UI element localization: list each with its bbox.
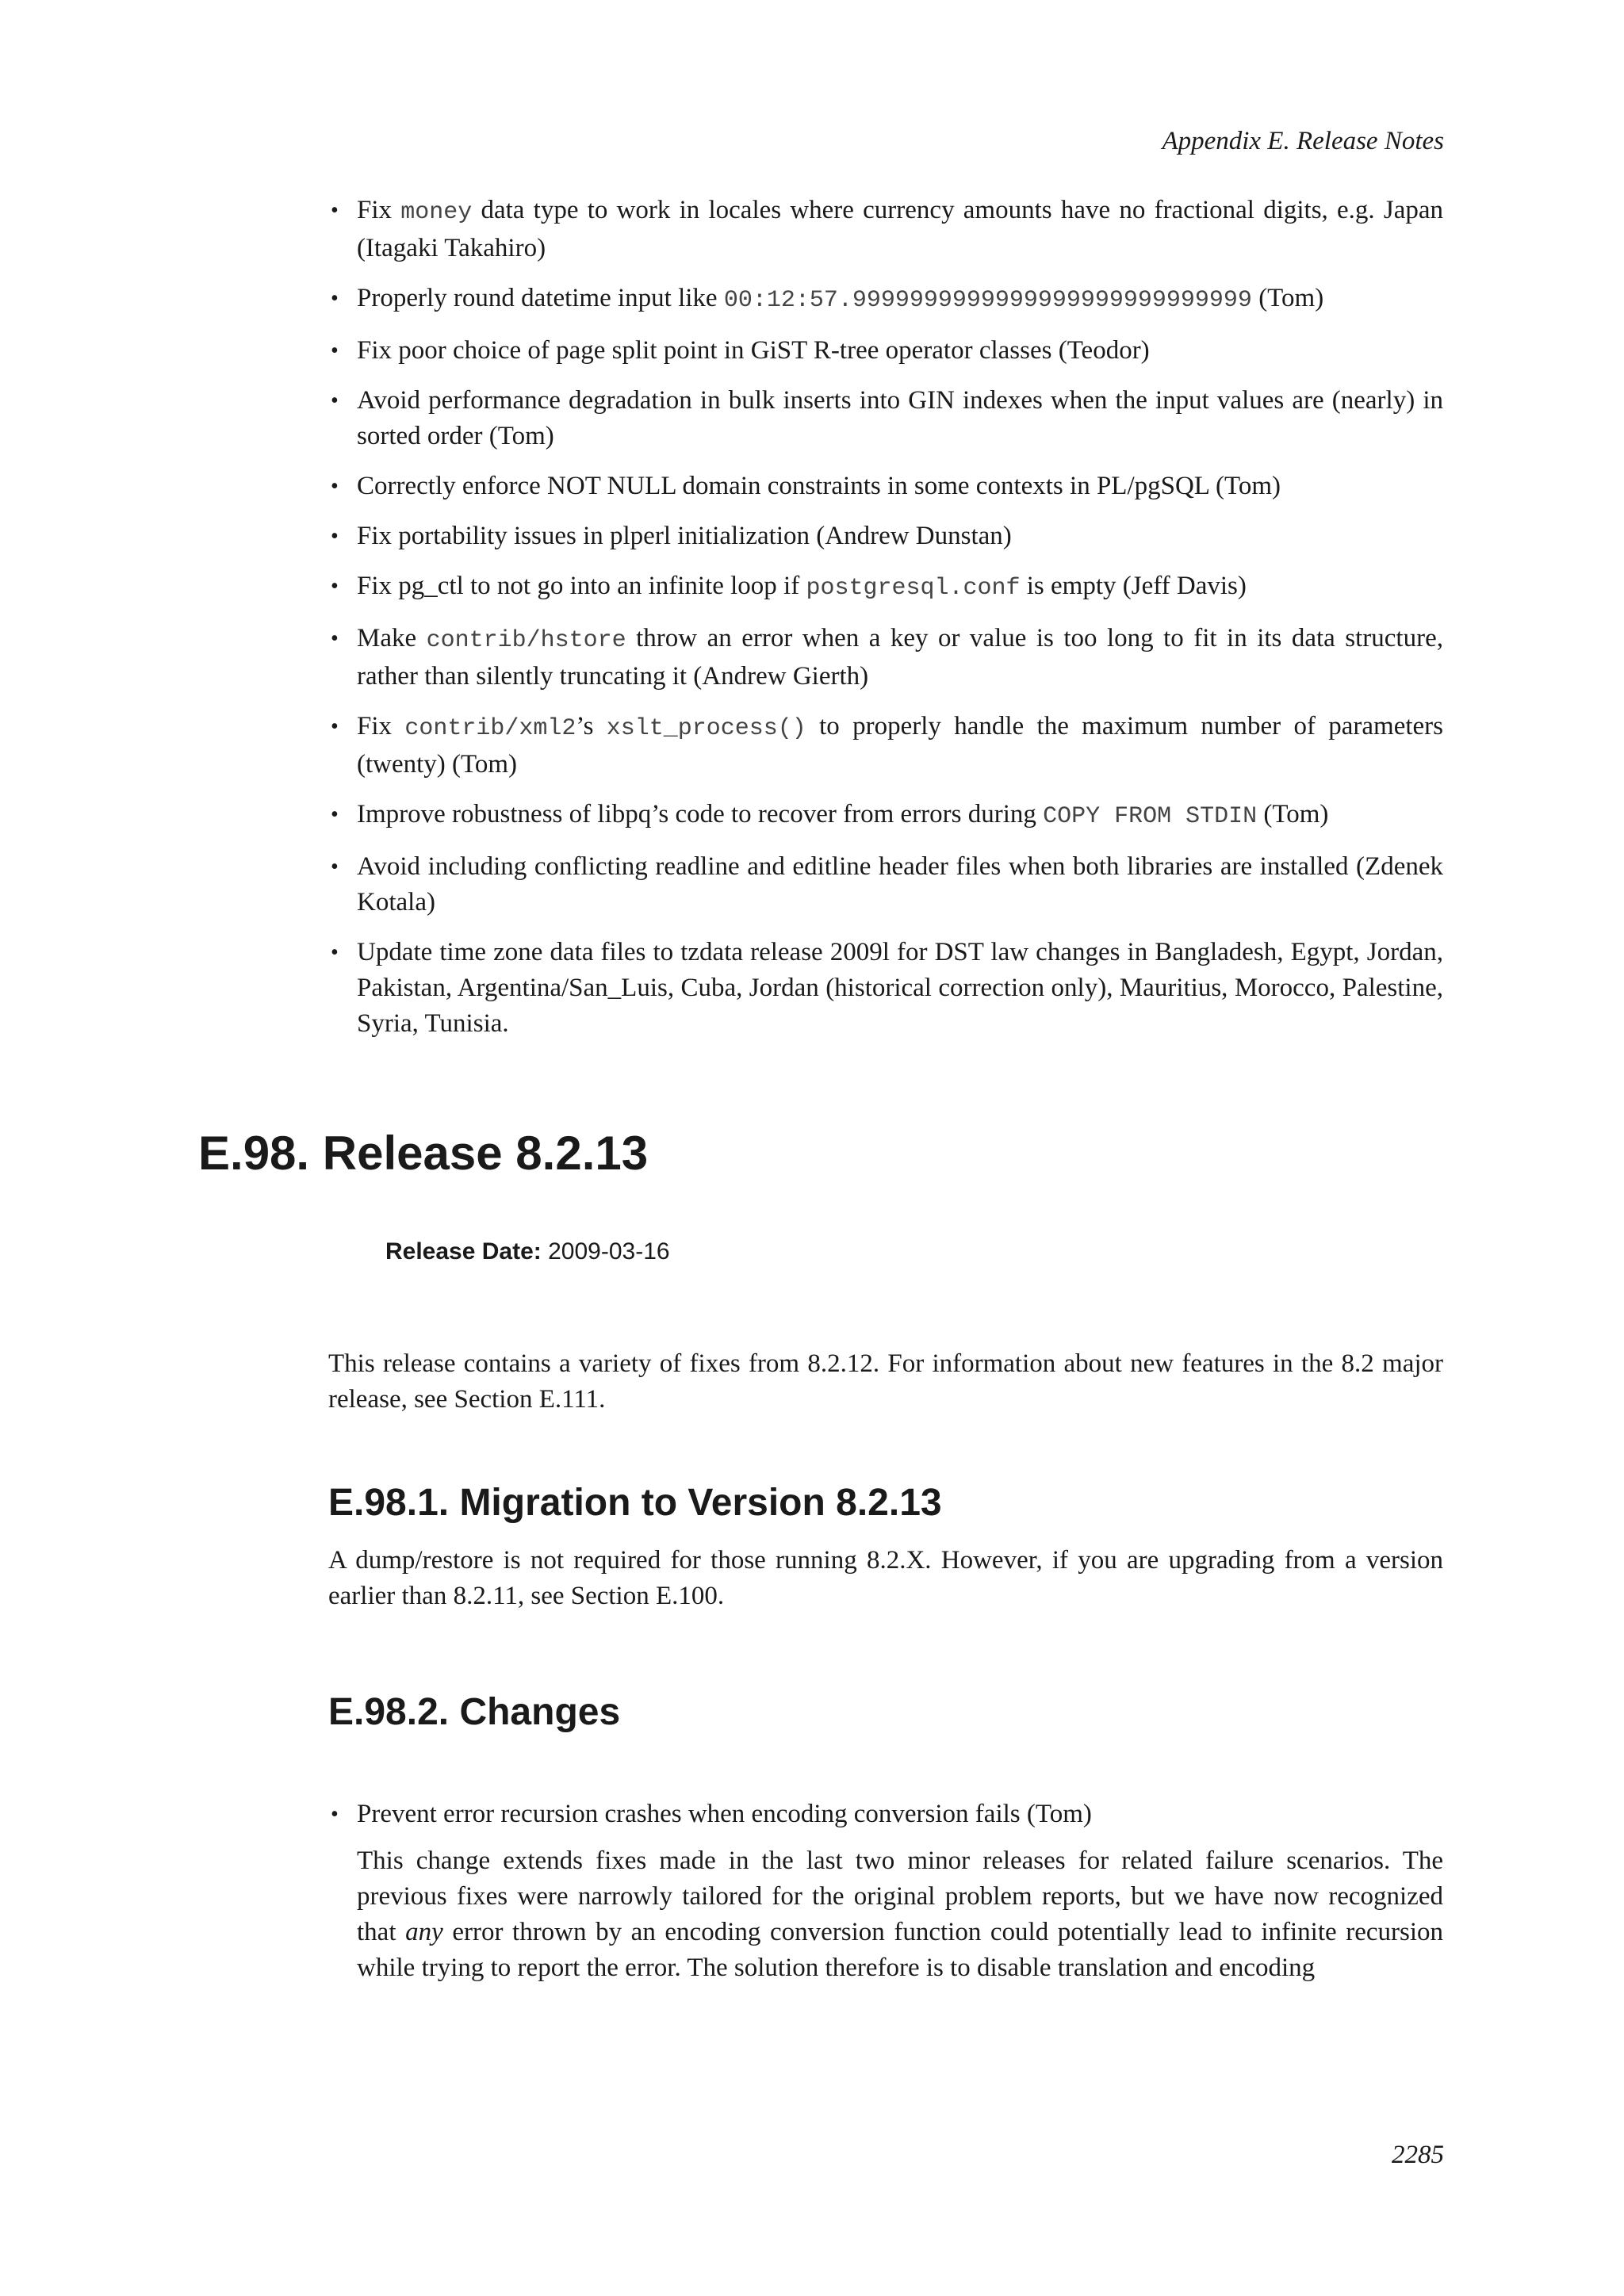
list-item: • Prevent error recursion crashes when encoding conversion fails (Tom) This change extends fixes made in the last two minor releases for related failure scenarios. The previous fixes were narrowly tailored for the original problem reports, but we have now recognized that any error thrown by an encoding conversion function could potentially lead to infinite recursion while trying to report the error. The solution therefore is to disable translation and encoding (328, 1797, 1443, 1986)
list-item: • Fix pg_ctl to not go into an infinite loop if postgresql.conf is empty (Jeff Davis) (328, 568, 1443, 607)
bullet-icon: • (331, 855, 339, 879)
intro-paragraph: This release contains a variety of fixes from 8.2.12. For information about new features in the 8.2 major release, see Section E.111. (328, 1349, 1443, 1414)
page-number: 2285 (1392, 2141, 1444, 2169)
list-item: • Update time zone data files to tzdata release 2009l for DST law changes in Bangladesh, Egypt, Jordan, Pakistan, Argentina/San_Luis, Cuba, Jordan (historical correction only), Mauritius, Morocco, Palestine, Syria, Tunisia. (328, 935, 1443, 1042)
list-item: • Fix poor choice of page split point in GiST R-tree operator classes (Teodor) (328, 333, 1443, 369)
list-item: • Properly round datetime input like 00:12:57.9999999999999999999999999999 (Tom) (328, 281, 1443, 319)
bullet-icon: • (331, 286, 339, 311)
bullet-icon: • (331, 474, 339, 499)
release-date-value: 2009-03-16 (548, 1238, 670, 1265)
bullet-icon: • (331, 714, 339, 739)
code-literal: contrib/xml2 (404, 715, 576, 742)
list-item: • Improve robustness of libpq’s code to recover from errors during COPY FROM STDIN (Tom) (328, 797, 1443, 835)
code-literal: COPY FROM STDIN (1043, 803, 1258, 830)
list-item: • Avoid including conflicting readline and editline header files when both libraries are installed (Zdenek Kotala) (328, 849, 1443, 920)
list-item: • Fix portability issues in plperl initialization (Andrew Dunstan) (328, 519, 1443, 554)
bullet-icon: • (331, 339, 339, 363)
bullet-icon: • (331, 940, 339, 965)
changes-title: E.98.2. Changes (328, 1691, 621, 1733)
migration-paragraph-wrap (328, 1543, 1443, 1614)
code-literal: postgresql.conf (806, 575, 1021, 602)
emphasis: any (405, 1918, 443, 1946)
section-title: E.98. Release 8.2.13 (198, 1127, 649, 1180)
code-literal: contrib/hstore (426, 627, 626, 654)
code-literal: money (400, 199, 473, 226)
list-item: • Make contrib/hstore throw an error when a key or value is too long to fit in its data structure, rather than silently truncating it (Andrew Gierth) (328, 621, 1443, 695)
release-date (385, 1238, 670, 1265)
bullet-icon: • (331, 524, 339, 549)
code-literal: xslt_process() (606, 715, 806, 742)
intro-paragraph-wrap (328, 1346, 1443, 1418)
release-date-label: Release Date: (385, 1238, 542, 1265)
bullet-icon: • (331, 574, 339, 599)
bullet-icon: • (331, 626, 339, 651)
list-item: • Fix money data type to work in locales where currency amounts have no fractional digits, e.g. Japan (Itagaki Takahiro) (328, 193, 1443, 266)
changes-list (328, 1797, 1443, 1986)
fix-list (328, 193, 1443, 1056)
bullet-icon: • (331, 802, 339, 827)
list-item: • Fix contrib/xml2’s xslt_process() to properly handle the maximum number of parameters (twenty) (Tom) (328, 709, 1443, 783)
bullet-icon: • (331, 1802, 339, 1827)
list-item: • Correctly enforce NOT NULL domain constraints in some contexts in PL/pgSQL (Tom) (328, 469, 1443, 504)
running-header: Appendix E. Release Notes (1162, 127, 1444, 155)
list-item: • Avoid performance degradation in bulk inserts into GIN indexes when the input values are (nearly) in sorted order (Tom) (328, 383, 1443, 454)
bullet-icon: • (331, 198, 339, 223)
code-literal: 00:12:57.9999999999999999999999999999 (723, 287, 1252, 314)
migration-paragraph: A dump/restore is not required for those running 8.2.X. However, if you are upgrading from a version earlier than 8.2.11, see Section E.100. (328, 1546, 1443, 1610)
migration-title: E.98.1. Migration to Version 8.2.13 (328, 1482, 942, 1524)
bullet-icon: • (331, 388, 339, 413)
change-detail: This change extends fixes made in the last two minor releases for related failure scenarios. The previous fixes were narrowly tailored for the original problem reports, but we have now recognized that any error thrown by an encoding conversion function could potentially lead to infinite recursion while trying to report the error. The solution therefore is to disable translation and encoding (357, 1846, 1444, 1982)
